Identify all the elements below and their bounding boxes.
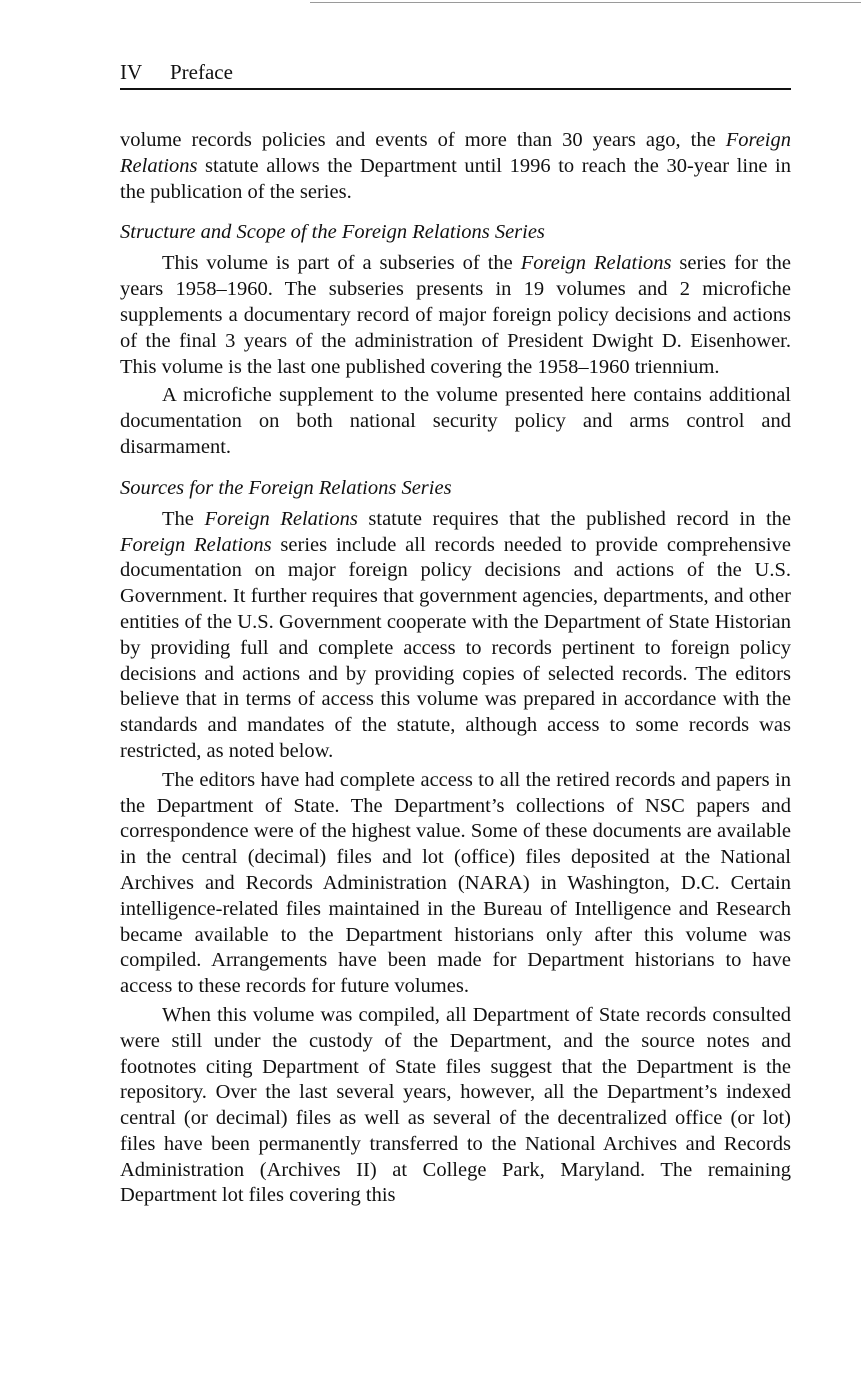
- italic-title: Foreign Relations: [204, 507, 358, 530]
- document-page: [120, 58, 791, 1209]
- italic-title: Foreign Relations: [120, 533, 272, 556]
- page-number: IV: [120, 60, 143, 84]
- paragraph-text: volume records policies and events of more than 30 years ago, the: [120, 129, 726, 151]
- paragraph-text: The: [162, 507, 205, 530]
- paragraph-text: series include all records needed to provide comprehensive documentation on major foreign policy decisions and actions of the U.S. Government. It further requires that government agencies, departments, and other entities of the U.S. Government cooperate with the Department of State Historian by providing full and complete access to records pertinent to foreign policy decisions and actions and by providing copies of selected records. The editors believe that in terms of access this volume was prepared in accordance with the standards and mandates of the statute, although access to some records was restricted, as noted below.: [120, 533, 791, 762]
- section-heading-structure-scope: Structure and Scope of the Foreign Relations Series: [120, 221, 545, 244]
- scan-edge-rule: [310, 2, 861, 3]
- paragraph-access: The editors have had complete access to all the retired records and papers in the Department of State. The Department’s collections of NSC papers and correspondence were of the highest value. Some of these documents are available in the central (decimal) files and lot (office) files deposited at the National Archives and Records Administration (NARA) in Washington, D.C. Certain intelligence-related files maintained in the Bureau of Intelligence and Research became available to the Department historians only after this volume was compiled. Arrangements have been made for Department historians to have access to these records for future volumes.: [120, 768, 791, 998]
- paragraph-continuation: [120, 128, 791, 205]
- paragraph-text: series for the years 1958–1960. The subseries presents in 19 volumes and 2 microfiche supplements a documentary record of major foreign policy decisions and actions of the final 3 years of the administration of President Dwight D. Eisenhower. This volume is the last one published covering the 1958–1960 triennium.: [120, 252, 791, 378]
- section-heading-sources: Sources for the Foreign Relations Series: [120, 476, 452, 499]
- paragraph-microfiche: A microfiche supplement to the volume presented here contains additional documentation on both national security policy and arms control and disarmament.: [120, 384, 791, 458]
- italic-title: Foreign Relations: [120, 129, 791, 177]
- running-head: [120, 58, 791, 90]
- paragraph-custody: When this volume was compiled, all Department of State records consulted were still under the custody of the Department, and the source notes and footnotes citing Department of State files suggest that the Department is the repository. Over the last several years, however, all the Department’s indexed central (or decimal) files as well as several of the decentralized office (or lot) files have been permanently transferred to the National Archives and Records Administration (Archives II) at College Park, Maryland. The remaining Department lot files covering this: [120, 1003, 791, 1207]
- body-text: [120, 128, 791, 1209]
- paragraph-subseries: [120, 251, 791, 380]
- paragraph-text: statute allows the Department until 1996 to reach the 30-year line in the publication of the series.: [120, 154, 791, 203]
- italic-title: Foreign Relations: [520, 252, 672, 275]
- paragraph-text: This volume is part of a subseries of the: [162, 252, 521, 275]
- paragraph-statute: [120, 507, 791, 765]
- running-head-title: Preface: [170, 60, 233, 84]
- paragraph-text: statute requires that the published record in the: [357, 507, 791, 530]
